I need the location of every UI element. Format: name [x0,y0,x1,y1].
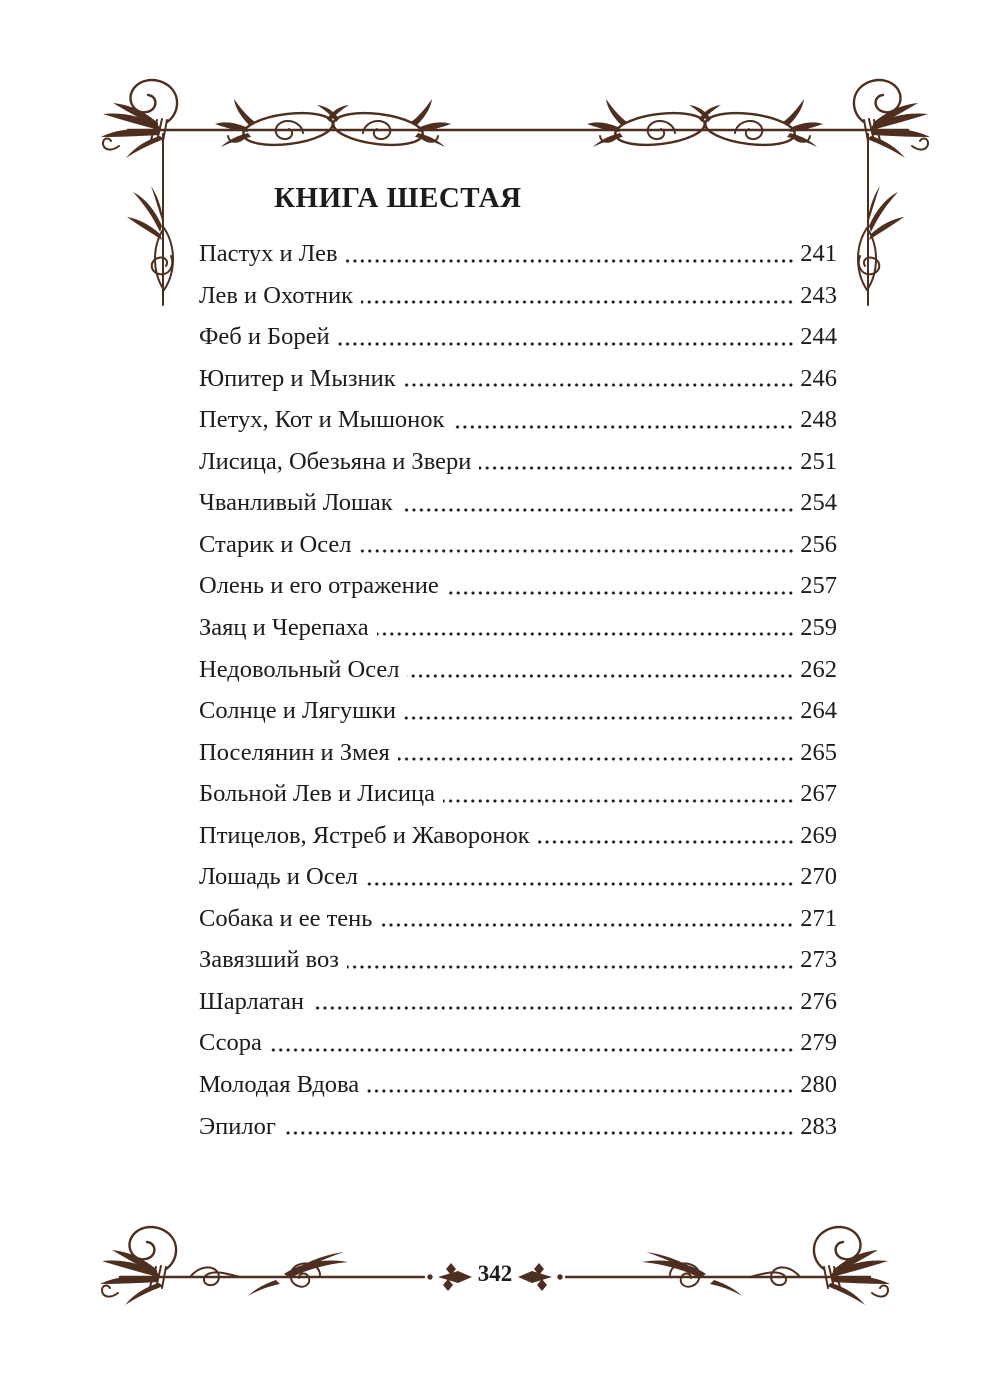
toc-entry-title: Завязший воз [199,946,339,974]
toc-leader-dots [377,632,795,636]
toc-entry-title: Лошадь и Осел [199,863,358,891]
toc-leader-dots [360,549,795,553]
toc-entry-page-number: 241 [800,240,837,268]
toc-row [199,849,837,891]
toc-leader-dots [407,674,794,678]
toc-row [199,932,837,974]
toc-leader-dots [443,799,794,803]
toc-entry-page-number: 267 [800,780,837,808]
toc-entry-title: Поселянин и Змея [199,738,390,766]
toc-leader-dots [380,923,794,927]
corner-flourish-top-left-icon [101,80,177,158]
toc-entry-page-number: 276 [800,987,837,1015]
toc-entry-title: Птицелов, Ястреб и Жаворонок [199,821,530,849]
corner-flourish-top-right-icon [854,80,930,158]
toc-leader-dots [398,757,795,761]
toc-entry-page-number: 279 [800,1029,837,1057]
toc-leader-dots [284,1131,794,1135]
toc-row [199,891,837,933]
scroll-ornament-right-icon [587,99,823,149]
toc-row [199,309,837,351]
toc-entry-title: Молодая Вдова [199,1071,360,1099]
toc-row [199,434,837,476]
toc-leader-dots [447,591,794,595]
toc-leader-dots [404,383,795,387]
toc-row [199,1098,837,1140]
toc-entry-title: Больной Лев и Лисица [199,780,435,808]
toc-entry-title: Эпилог [199,1112,276,1140]
toc-entry-title: Лев и Охотник [199,281,354,309]
toc-entry-title: Заяц и Черепаха [199,614,369,642]
toc-leader-dots [538,840,795,844]
toc-entry-page-number: 244 [800,323,837,351]
toc-row [199,725,837,767]
toc-entry-title: Олень и его отражение [199,572,439,600]
toc-entry-page-number: 262 [800,655,837,683]
toc-entry-page-number: 271 [800,904,837,932]
toc-row [199,558,837,600]
toc-entry-page-number: 259 [800,614,837,642]
toc-leader-dots [312,1006,794,1010]
toc-leader-dots [338,342,795,346]
toc-leader-dots [366,882,794,886]
footer-page-number: 342 [477,1261,513,1286]
toc-entry-page-number: 270 [800,863,837,891]
toc-entry-title: Лисица, Обезьяна и Звери [199,447,472,475]
toc-entry-title: Пастух и Лев [199,240,338,268]
toc-entry-title: Феб и Борей [199,323,330,351]
toc-entry-page-number: 273 [800,946,837,974]
toc-entry-page-number: 243 [800,281,837,309]
toc-entry-page-number: 254 [800,489,837,517]
toc-row [199,600,837,642]
toc-list [199,226,837,1140]
side-leaf-ornament-right-icon [858,186,904,290]
toc-entry-page-number: 246 [800,364,837,392]
toc-entry-page-number: 248 [800,406,837,434]
toc-entry-page-number: 256 [800,530,837,558]
toc-row [199,974,837,1016]
toc-row [199,268,837,310]
toc-entry-title: Собака и ее тень [199,904,373,932]
toc-leader-dots [479,466,794,470]
toc-entry-page-number: 265 [800,738,837,766]
side-leaf-ornament-left-icon [127,186,173,290]
toc-entry-page-number: 269 [800,821,837,849]
toc-row [199,641,837,683]
toc-entry-title: Недовольный Осел [199,655,400,683]
toc-entry-title: Петух, Кот и Мышонок [199,406,445,434]
toc-row [199,683,837,725]
toc-entry-page-number: 251 [800,447,837,475]
toc-row [199,475,837,517]
toc-leader-dots [404,716,794,720]
toc-leader-dots [361,300,794,304]
toc-row [199,766,837,808]
toc-row [199,226,837,268]
toc-leader-dots [452,425,794,429]
toc-entry-page-number: 283 [800,1112,837,1140]
toc-row [199,517,837,559]
toc-row [199,351,837,393]
toc-entry-page-number: 264 [800,697,837,725]
toc-entry-title: Солнце и Лягушки [199,697,397,725]
toc-entry-title: Чванливый Лошак [199,489,393,517]
scroll-ornament-left-icon [215,99,451,149]
toc-leader-dots [401,508,795,512]
toc-entry-title: Старик и Осел [199,530,352,558]
toc-leader-dots [270,1048,794,1052]
toc-leader-dots [346,259,795,263]
toc-leader-dots [347,965,794,969]
toc-row [199,392,837,434]
toc-row [199,1057,837,1099]
toc-entry-title: Шарлатан [199,987,304,1015]
toc-leader-dots [367,1089,794,1093]
toc-entry-title: Ссора [199,1029,262,1057]
toc-entry-title: Юпитер и Мызник [199,364,396,392]
toc-row [199,1015,837,1057]
section-heading: КНИГА ШЕСТАЯ [274,182,522,214]
toc-entry-page-number: 257 [800,572,837,600]
toc-entry-page-number: 280 [800,1071,837,1099]
toc-row [199,808,837,850]
